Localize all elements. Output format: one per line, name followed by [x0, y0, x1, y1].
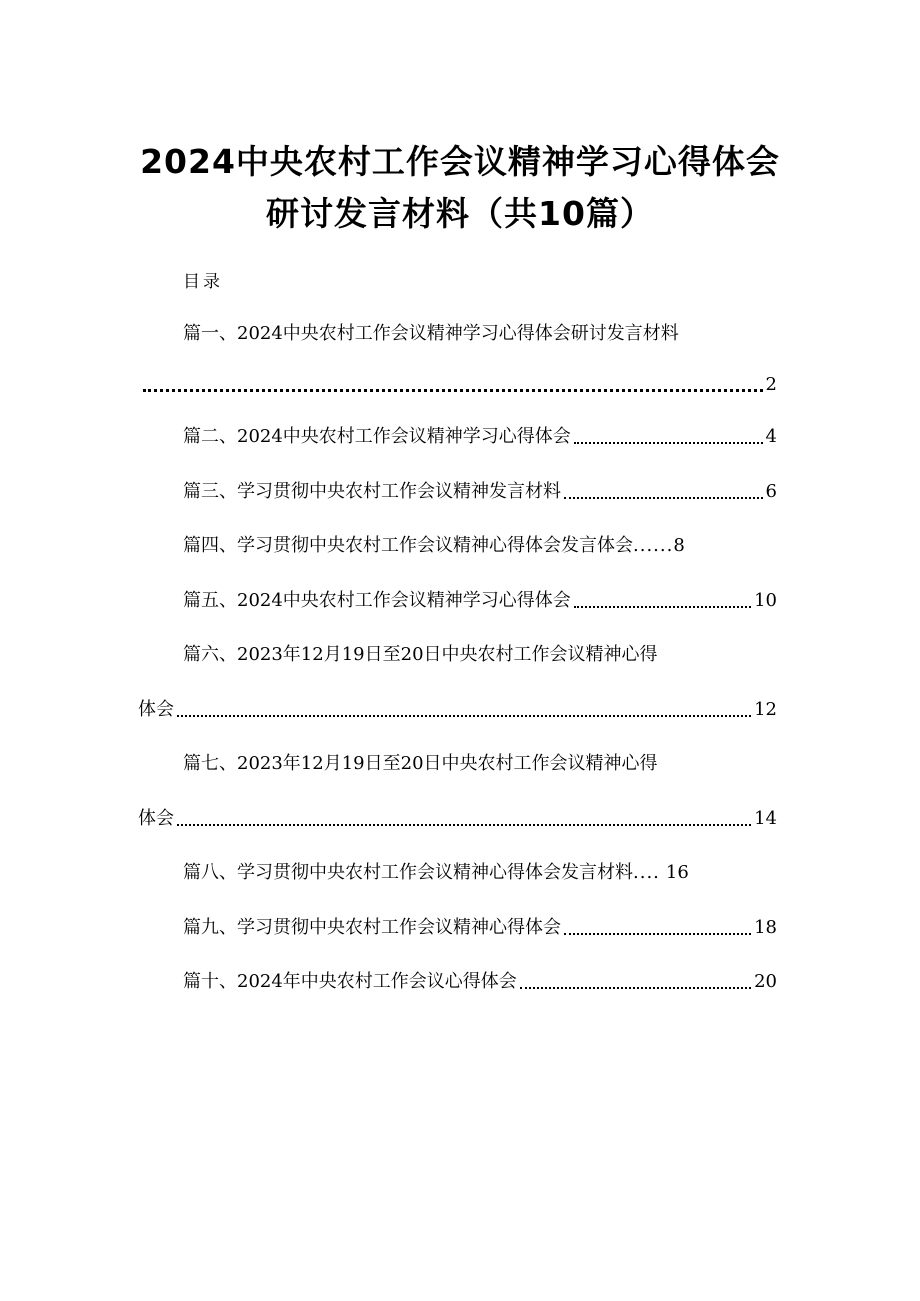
toc-entry-title: 篇六、2023年12月19日至20日中央农村工作会议精神心得 [183, 644, 658, 665]
toc-dot-leader [143, 389, 763, 392]
toc-entry-7-line-2[interactable] [138, 806, 777, 832]
toc-dot-leader [177, 824, 751, 826]
toc-dot-leader: .... [633, 862, 660, 883]
toc-entry-title: 篇十、2024年中央农村工作会议心得体会 [183, 971, 517, 992]
toc-page-number: 8 [673, 535, 685, 556]
toc-entry-8[interactable] [183, 860, 689, 886]
toc-entry-title: 篇八、学习贯彻中央农村工作会议精神心得体会发言材料 [183, 862, 633, 883]
toc-page-number: 12 [754, 699, 777, 720]
toc-page-number: 14 [754, 808, 777, 829]
toc-entry-10[interactable] [183, 969, 777, 995]
toc-entry-4[interactable] [183, 533, 685, 559]
toc-entry-7-line-1[interactable] [183, 751, 658, 777]
toc-dot-leader [520, 987, 751, 989]
toc-entry-title: 篇四、学习贯彻中央农村工作会议精神心得体会发言体会 [183, 535, 633, 556]
toc-entry-title: 篇五、2024中央农村工作会议精神学习心得体会 [183, 590, 571, 611]
toc-entry-title: 篇二、2024中央农村工作会议精神学习心得体会 [183, 426, 571, 447]
toc-page-number: 6 [765, 481, 777, 502]
toc-page-number: 18 [754, 917, 777, 938]
document-title-line-2: 研讨发言材料（共10篇） [266, 194, 654, 233]
toc-dot-leader [574, 442, 763, 444]
toc-heading: 目录 [183, 272, 223, 292]
toc-entry-title-continuation: 体会 [138, 808, 174, 829]
toc-page-number: 20 [754, 971, 777, 992]
toc-entry-1-line-1[interactable] [183, 321, 743, 347]
toc-entry-3[interactable] [183, 479, 777, 505]
toc-entry-title: 篇一、2024中央农村工作会议精神学习心得体会研讨发言材料 [183, 323, 679, 344]
toc-entry-6-line-2[interactable] [138, 697, 777, 723]
toc-entry-1-line-2[interactable] [140, 372, 777, 398]
toc-dot-leader [564, 497, 763, 499]
document-title-line-1: 2024中央农村工作会议精神学习心得体会 [140, 142, 780, 181]
toc-dot-leader: ...... [633, 535, 674, 556]
toc-entry-title: 篇九、学习贯彻中央农村工作会议精神心得体会 [183, 917, 561, 938]
toc-page-number: 10 [754, 590, 777, 611]
toc-entry-5[interactable] [183, 588, 777, 614]
toc-entry-9[interactable] [183, 915, 777, 941]
toc-entry-6-line-1[interactable] [183, 642, 658, 668]
toc-dot-leader [177, 715, 751, 717]
toc-entry-title: 篇七、2023年12月19日至20日中央农村工作会议精神心得 [183, 753, 658, 774]
toc-page-number: 16 [665, 862, 689, 883]
toc-entry-2[interactable] [183, 424, 777, 450]
toc-entry-title-continuation: 体会 [138, 699, 174, 720]
toc-entry-title: 篇三、学习贯彻中央农村工作会议精神发言材料 [183, 481, 561, 502]
toc-page-number: 2 [765, 374, 777, 395]
toc-dot-leader [574, 606, 751, 608]
toc-dot-leader [564, 933, 751, 935]
toc-page-number: 4 [765, 426, 777, 447]
